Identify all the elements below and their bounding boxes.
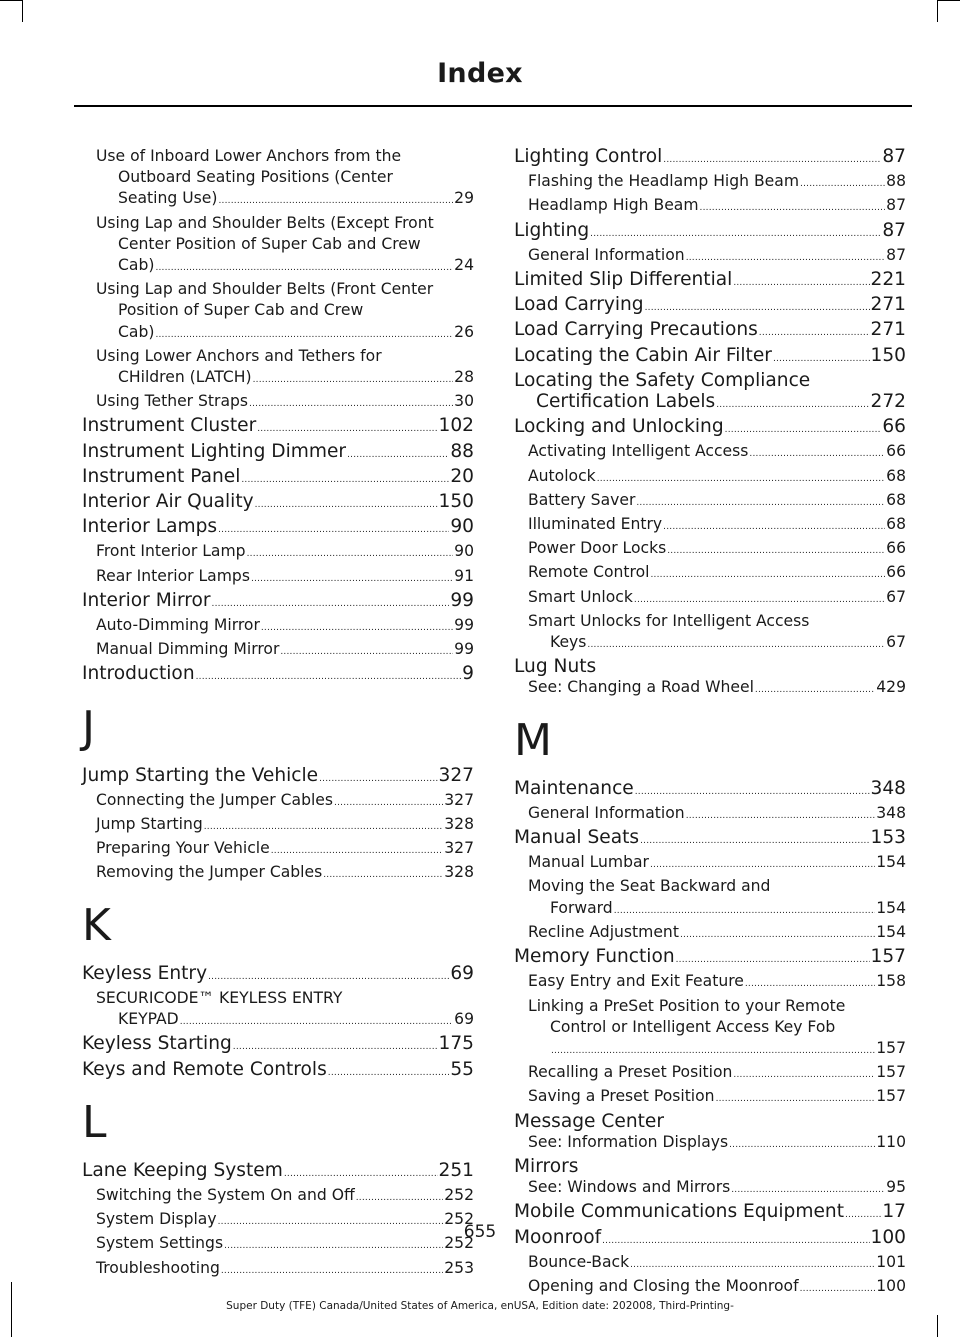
index-subentry[interactable]: Flashing the Headlamp High Beam ..... 88 [514, 171, 906, 195]
page-title: Index [437, 58, 523, 89]
index-subentry[interactable]: Illuminated Entry ..... 68 [514, 514, 906, 538]
index-entry[interactable]: Message Center See: Information Displays ..... 110 [514, 1111, 906, 1156]
index-entry[interactable]: Mirrors See: Windows and Mirrors ..... 95 [514, 1156, 906, 1201]
memory-subentries [514, 1062, 906, 1110]
index-subentry[interactable]: General Information ..... 87 [514, 245, 906, 269]
index-subentry[interactable]: System Settings ..... 252 [82, 1233, 474, 1257]
index-subentry[interactable]: Connecting the Jumper Cables ..... 327 [82, 790, 474, 814]
index-entry[interactable]: Lane Keeping System ..... 251 [82, 1160, 474, 1185]
index-entry[interactable]: Load Carrying Precautions ..... 271 [514, 319, 906, 344]
page-number: 655 [463, 1222, 497, 1242]
crop-mark [0, 0, 22, 1]
crop-mark [938, 0, 960, 1]
crop-mark [937, 0, 938, 22]
index-subentry[interactable]: General Information ..... 348 [514, 803, 906, 827]
index-entry[interactable]: Maintenance ..... 348 [514, 778, 906, 803]
left-column [82, 146, 474, 1282]
index-entry[interactable]: Keyless Starting ..... 175 [82, 1033, 474, 1058]
k-entries [82, 1033, 474, 1083]
index-subentry[interactable]: Auto-Dimming Mirror ..... 99 [82, 615, 474, 639]
index-subentry[interactable]: Using Lap and Shoulder Belts (Except Front Center Position of Super Cab and Crew Cab) ..... 24 [82, 213, 474, 280]
index-entry[interactable]: Lug Nuts See: Changing a Road Wheel ..... 429 [514, 656, 906, 701]
footer-text: Super Duty (TFE) Canada/United States of America, enUSA, Edition date: 202008, Third-Printing- [226, 1300, 734, 1312]
index-entry[interactable]: Interior Mirror ..... 99 [82, 590, 474, 615]
crop-mark [22, 0, 23, 22]
index-subentry[interactable]: Recalling a Preset Position ..... 157 [514, 1062, 906, 1086]
index-entry[interactable]: Interior Air Quality ..... 150 [82, 491, 474, 516]
index-subentry[interactable]: Using Lower Anchors and Tethers for CHildren (LATCH) ..... 28 [82, 346, 474, 391]
index-subentry[interactable]: Bounce-Back ..... 101 [514, 1252, 906, 1276]
index-entry[interactable]: Moonroof ..... 100 [514, 1227, 906, 1252]
index-entry[interactable]: Limited Slip Differential ..... 221 [514, 269, 906, 294]
index-entry[interactable]: Mobile Communications Equipment ..... 17 [514, 1201, 906, 1226]
index-subentry[interactable]: Remote Control ..... 66 [514, 562, 906, 586]
index-subentry[interactable]: SECURICODE™ KEYLESS ENTRY KEYPAD ..... 69 [82, 988, 474, 1033]
index-subentry[interactable]: Rear Interior Lamps ..... 91 [82, 566, 474, 590]
index-entry[interactable]: Locating the Safety Compliance Certification Labels ..... 272 [514, 370, 906, 416]
index-subentry[interactable]: Troubleshooting ..... 253 [82, 1258, 474, 1282]
index-entry[interactable]: Lighting ..... 87 [514, 220, 906, 245]
index-entry[interactable]: Instrument Cluster ..... 102 [82, 415, 474, 440]
index-subentry[interactable]: Saving a Preset Position ..... 157 [514, 1086, 906, 1110]
l-entries [82, 1160, 474, 1282]
index-subentry[interactable]: Removing the Jumper Cables ..... 328 [82, 862, 474, 886]
index-entry[interactable]: Keys and Remote Controls ..... 55 [82, 1059, 474, 1084]
m-entries [514, 778, 906, 877]
index-entry[interactable]: Locating the Cabin Air Filter ..... 150 [514, 345, 906, 370]
section-letter-k: K [82, 899, 111, 951]
index-entry[interactable]: Instrument Panel ..... 20 [82, 466, 474, 491]
index-entry[interactable]: Memory Function ..... 157 [514, 946, 906, 971]
m-entries-continued [514, 1201, 906, 1300]
index-subentry[interactable]: Switching the System On and Off ..... 252 [82, 1185, 474, 1209]
j-entries [82, 765, 474, 887]
index-subentry[interactable]: Using Lap and Shoulder Belts (Front Center Position of Super Cab and Crew Cab) ..... 26 [82, 279, 474, 346]
left-top-subentries [82, 146, 474, 415]
index-entry[interactable]: Load Carrying ..... 271 [514, 294, 906, 319]
section-letter-l: L [82, 1096, 107, 1148]
section-letter-j: J [82, 701, 95, 753]
index-subentry[interactable]: System Display ..... 252 [82, 1209, 474, 1233]
index-subentry[interactable]: Autolock ..... 68 [514, 466, 906, 490]
index-entry[interactable]: Manual Seats ..... 153 [514, 827, 906, 852]
right-column [514, 146, 906, 1300]
index-subentry[interactable]: Smart Unlocks for Intelligent Access Keys ..... 67 [514, 611, 906, 656]
index-entry[interactable]: Lighting Control ..... 87 [514, 146, 906, 171]
index-subentry[interactable]: Recline Adjustment ..... 154 [514, 922, 906, 946]
index-entry[interactable]: Interior Lamps ..... 90 [82, 516, 474, 541]
index-entry[interactable]: Instrument Lighting Dimmer ..... 88 [82, 441, 474, 466]
index-entry[interactable]: Locking and Unlocking ..... 66 [514, 416, 906, 441]
index-subentry[interactable]: Front Interior Lamp ..... 90 [82, 541, 474, 565]
i-entries [82, 415, 474, 688]
index-subentry[interactable]: Battery Saver ..... 68 [514, 490, 906, 514]
index-subentry[interactable]: Headlamp High Beam ..... 87 [514, 195, 906, 219]
memory-entry [514, 946, 906, 995]
index-subentry[interactable]: Moving the Seat Backward and Forward ..... 154 [514, 876, 906, 921]
index-subentry[interactable]: Opening and Closing the Moonroof ..... 100 [514, 1276, 906, 1300]
index-subentry[interactable]: Linking a PreSet Position to your Remote Control or Intelligent Access Key Fob ..... 157 [514, 996, 906, 1063]
index-subentry[interactable]: Easy Entry and Exit Feature ..... 158 [514, 971, 906, 995]
index-entry[interactable]: Keyless Entry ..... 69 SECURICODE™ KEYLESS ENTRY KEYPAD ..... 69 [82, 963, 474, 1034]
l-entries-continued [514, 146, 906, 370]
index-subentry[interactable]: Preparing Your Vehicle ..... 327 [82, 838, 474, 862]
index-subentry[interactable]: Manual Lumbar ..... 154 [514, 852, 906, 876]
crop-mark [937, 1315, 938, 1337]
index-entry[interactable]: Jump Starting the Vehicle ..... 327 [82, 765, 474, 790]
locking-entry [514, 416, 906, 611]
index-subentry[interactable]: Manual Dimming Mirror ..... 99 [82, 639, 474, 663]
index-subentry[interactable]: Use of Inboard Lower Anchors from the Outboard Seating Positions (Center Seating Use) ..... 29 [82, 146, 474, 213]
index-subentry[interactable]: Jump Starting ..... 328 [82, 814, 474, 838]
index-entry[interactable]: Introduction ..... 9 [82, 663, 474, 688]
index-subentry[interactable]: Using Tether Straps ..... 30 [82, 391, 474, 415]
title-rule [74, 105, 912, 107]
section-letter-m: M [514, 714, 552, 766]
index-subentry[interactable]: Smart Unlock ..... 67 [514, 587, 906, 611]
index-subentry[interactable]: Activating Intelligent Access ..... 66 [514, 441, 906, 465]
index-subentry[interactable]: Power Door Locks ..... 66 [514, 538, 906, 562]
